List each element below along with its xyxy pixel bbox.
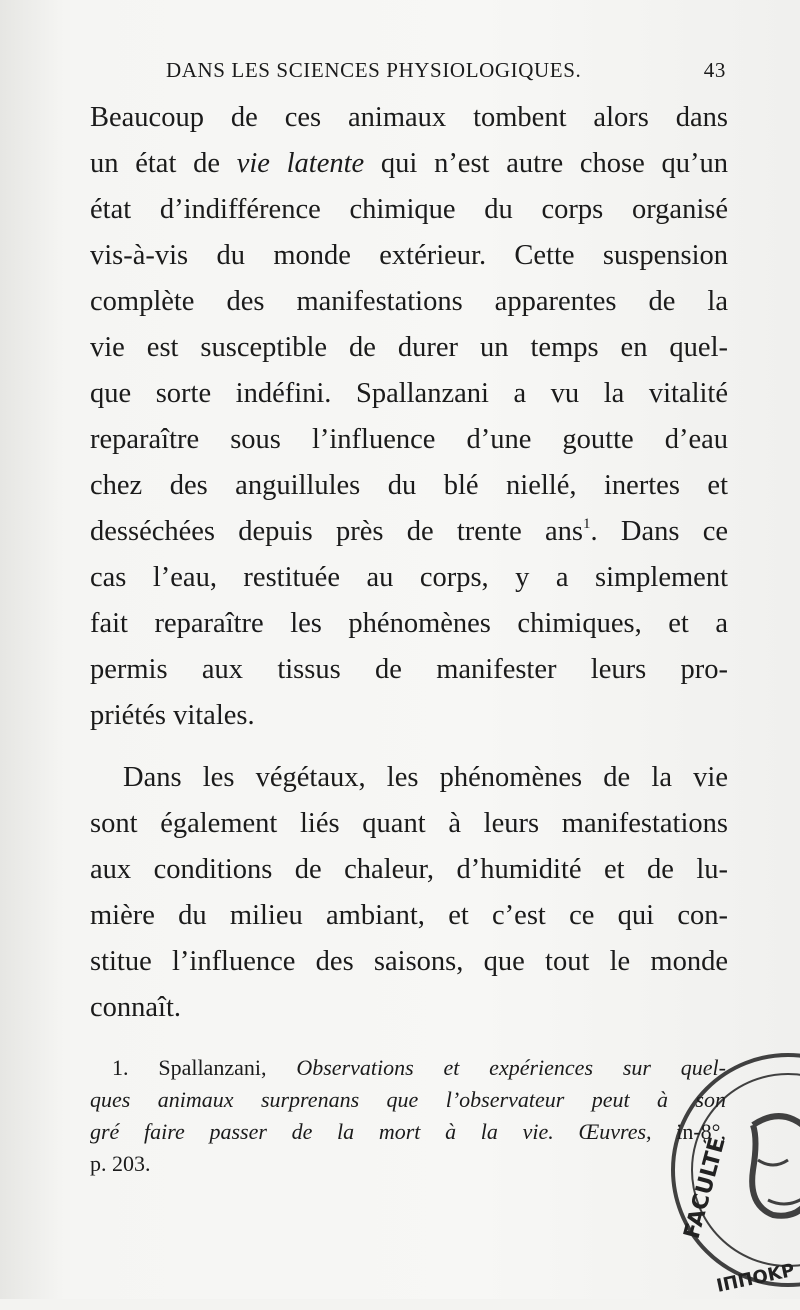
text-line: sont également liés quant à leurs manifestations	[90, 808, 728, 839]
text-line: reparaître sous l’influence d’une goutte d’eau	[90, 424, 728, 455]
text-line: connaît.	[90, 992, 182, 1023]
footnote-line: ques animaux surprenans que l’observateur peut à son	[90, 1087, 726, 1112]
text-line: desséchées depuis près de trente ans$^1$. Dans ce	[90, 516, 728, 547]
italic-phrase: vie latente	[236, 148, 365, 179]
text-line: Dans les végétaux, les phénomènes de la vie	[123, 762, 728, 793]
text-line: que sorte indéfini. Spallanzani a vu la vitalité	[90, 378, 728, 409]
text-line: un état de vie latente qui n’est autre chose qu’un	[90, 148, 728, 179]
text-line: fait reparaître les phénomènes chimiques, et a	[90, 608, 728, 639]
text-line: état d’indifférence chimique du corps organisé	[90, 194, 728, 225]
footnote-line: p. 203.	[90, 1151, 151, 1176]
body-text	[90, 95, 728, 1031]
text-line: priétés vitales.	[90, 700, 255, 731]
text-line: stitue l’influence des saisons, que tout le monde	[90, 946, 728, 977]
stamp-text-left: FACULTÉ	[679, 1134, 731, 1242]
text-line: aux conditions de chaleur, d’humidité et de lu-	[90, 854, 728, 885]
running-title: DANS LES SCIENCES PHYSIOLOGIQUES.	[166, 58, 582, 82]
text-line: vis-à-vis du monde extérieur. Cette suspension	[90, 240, 728, 271]
text-line: mière du milieu ambiant, et c’est ce qui con-	[90, 900, 728, 931]
footnote-line: gré faire passer de la mort à la vie. Œuvres, in-8°,	[90, 1119, 726, 1144]
text-line: Beaucoup de ces animaux tombent alors dans	[90, 102, 728, 133]
footnote-marker: 1	[582, 516, 591, 532]
footnote-line: 1. Spallanzani, Observations et expériences sur quel-	[112, 1055, 726, 1080]
text-line: vie est susceptible de durer un temps en quel-	[90, 332, 728, 363]
text-line: complète des manifestations apparentes de la	[90, 286, 728, 317]
text-line: chez des anguillules du blé niellé, inertes et	[90, 470, 728, 501]
page-number: 43	[703, 58, 726, 82]
library-stamp-icon	[658, 1030, 800, 1310]
stamp-text-bottom: ΙΠΠΟΚΡ	[714, 1259, 797, 1297]
text-line: cas l’eau, restituée au corps, y a simplement	[90, 562, 728, 593]
footnote	[90, 1052, 726, 1180]
text-line: permis aux tissus de manifester leurs pro-	[90, 654, 728, 685]
